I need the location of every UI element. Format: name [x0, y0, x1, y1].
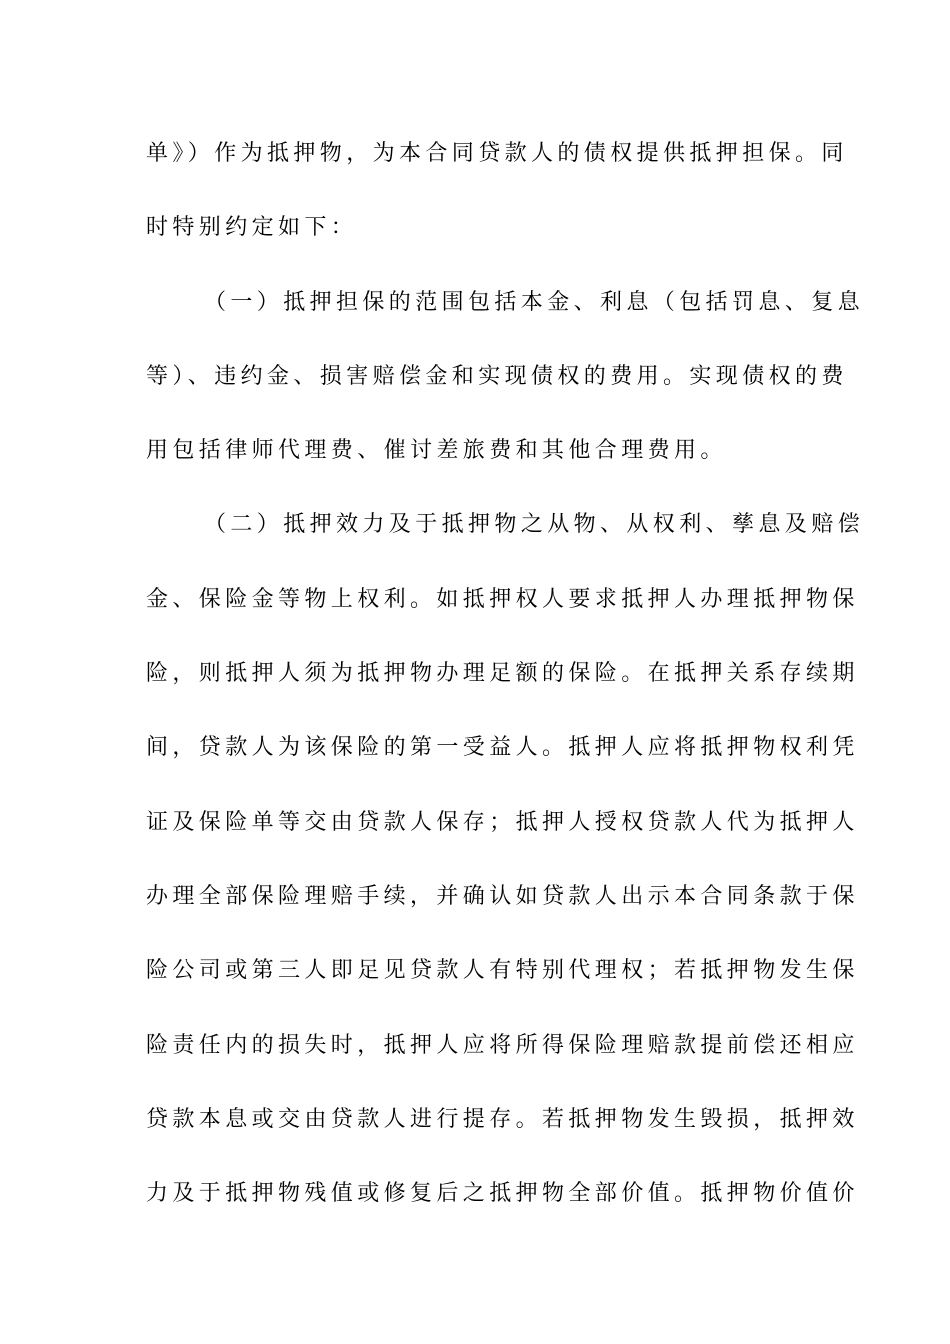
paragraph-line-first: （二）抵押效力及于抵押物之从物、从权利、孳息及赔偿: [204, 512, 865, 538]
body-line: 证及保险单等交由贷款人保存；抵押人授权贷款人代为抵押人: [146, 809, 859, 835]
body-line: 单》）作为抵押物，为本合同贷款人的债权提供抵押担保。同: [146, 141, 848, 166]
body-line: 力及于抵押物残值或修复后之抵押物全部价值。抵押物价值价: [146, 1181, 859, 1207]
body-line: 贷款本息或交由贷款人进行提存。若抵押物发生毁损，抵押效: [146, 1106, 859, 1132]
paragraph-line-first: （一）抵押担保的范围包括本金、利息（包括罚息、复息: [204, 289, 865, 315]
body-line: 险，则抵押人须为抵押物办理足额的保险。在抵押关系存续期: [146, 661, 859, 687]
body-line: 等）、违约金、损害赔偿金和实现债权的费用。实现债权的费: [146, 363, 848, 389]
body-line: 金、保险金等物上权利。如抵押权人要求抵押人办理抵押物保: [146, 586, 859, 612]
body-line: 时特别约定如下：: [146, 215, 358, 241]
body-line: 险责任内的损失时，抵押人应将所得保险理赔款提前偿还相应: [146, 1032, 859, 1058]
body-line: 用包括律师代理费、催讨差旅费和其他合理费用。: [146, 438, 727, 464]
document-body: [146, 134, 865, 1248]
body-line: 间，贷款人为该保险的第一受益人。抵押人应将抵押物权利凭: [146, 735, 859, 761]
body-line: 办理全部保险理赔手续，并确认如贷款人出示本合同条款于保: [146, 883, 859, 909]
body-line: 险公司或第三人即足见贷款人有特别代理权；若抵押物发生保: [146, 958, 859, 984]
